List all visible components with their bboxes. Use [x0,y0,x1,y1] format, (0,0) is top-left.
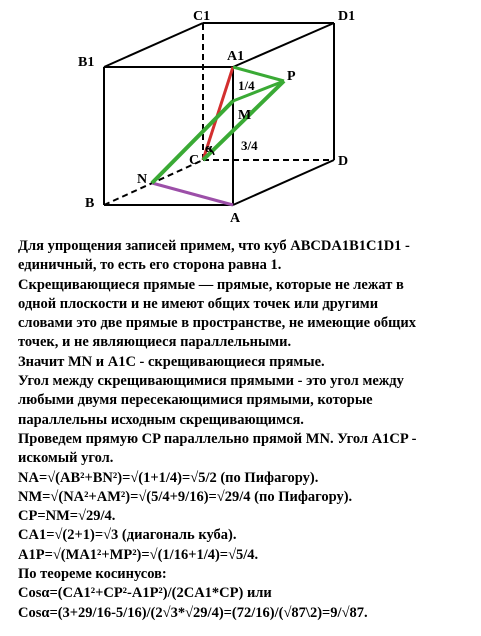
text-line: Скрещивающиеся прямые — прямые, которые не лежат в [18,276,404,293]
text-line: словами это две прямые в пространстве, не имеющие общих [18,315,416,332]
ratio-bottom-label: 3/4 [241,138,258,153]
text-line: Cosα=(3+29/16-5/16)/(2√3*√29/4)=(72/16)/(√87\2)=9/√87. [18,604,368,621]
label-C: C [189,153,200,168]
edge-D1-A1 [233,23,334,67]
text-line: NM=√(NA²+AM²)=√(5/4+9/16)=√29/4 (по Пифагору). [18,488,353,505]
line-N-A [152,183,233,205]
text-line: A1P=√(MA1²+MP²)=√(1/16+1/4)=√5/4. [18,546,259,563]
label-A1: A1 [227,49,245,64]
label-B1: B1 [78,55,95,70]
text-line: одной плоскости и не имеют общих точек или другими [18,295,379,312]
text-line: Угол между скрещивающимися прямыми - это угол между [18,373,404,390]
text-line: NA=√(AB²+BN²)=√(1+1/4)=√5/2 (по Пифагору). [18,469,319,486]
ratio-top-label: 1/4 [238,78,255,93]
text-line: точек, и не являющиеся параллельными. [18,334,292,351]
label-M: M [238,108,252,123]
text-line: параллельны исходным скрещивающимся. [18,411,304,428]
cube-diagram [0,0,481,232]
edge-A-D [233,160,334,205]
label-N: N [137,172,148,187]
text-line: По теореме косинусов: [18,566,167,583]
text-line: единичный, то есть его сторона равна 1. [18,257,282,274]
label-B: B [85,196,95,211]
text-line: Проведем прямую CP параллельно прямой MN. Угол A1CP - [18,430,417,447]
label-C1: C1 [193,9,211,24]
label-D1: D1 [338,9,356,24]
edge-B1-C1 [104,23,203,67]
solution-text [18,237,478,623]
text-line: искомый угол. [18,450,114,467]
label-A: A [230,211,241,226]
text-line: CA1=√(2+1)=√3 (диагональ куба). [18,527,237,544]
text-line: Cosα=(CA1²+CP²-A1P²)/(2CA1*CP) или [18,585,272,602]
text-line: любыми двумя пересекающимися прямыми, которые [18,392,373,409]
text-line: CP=NM=√29/4. [18,508,116,525]
text-line: Значит MN и A1C - скрещивающиеся прямые. [18,353,325,370]
text-line: Для упрощения записей примем, что куб ABCDA1B1C1D1 - [18,238,410,254]
angle-label: α [205,140,213,155]
label-P: P [287,69,296,84]
label-D: D [338,154,349,169]
